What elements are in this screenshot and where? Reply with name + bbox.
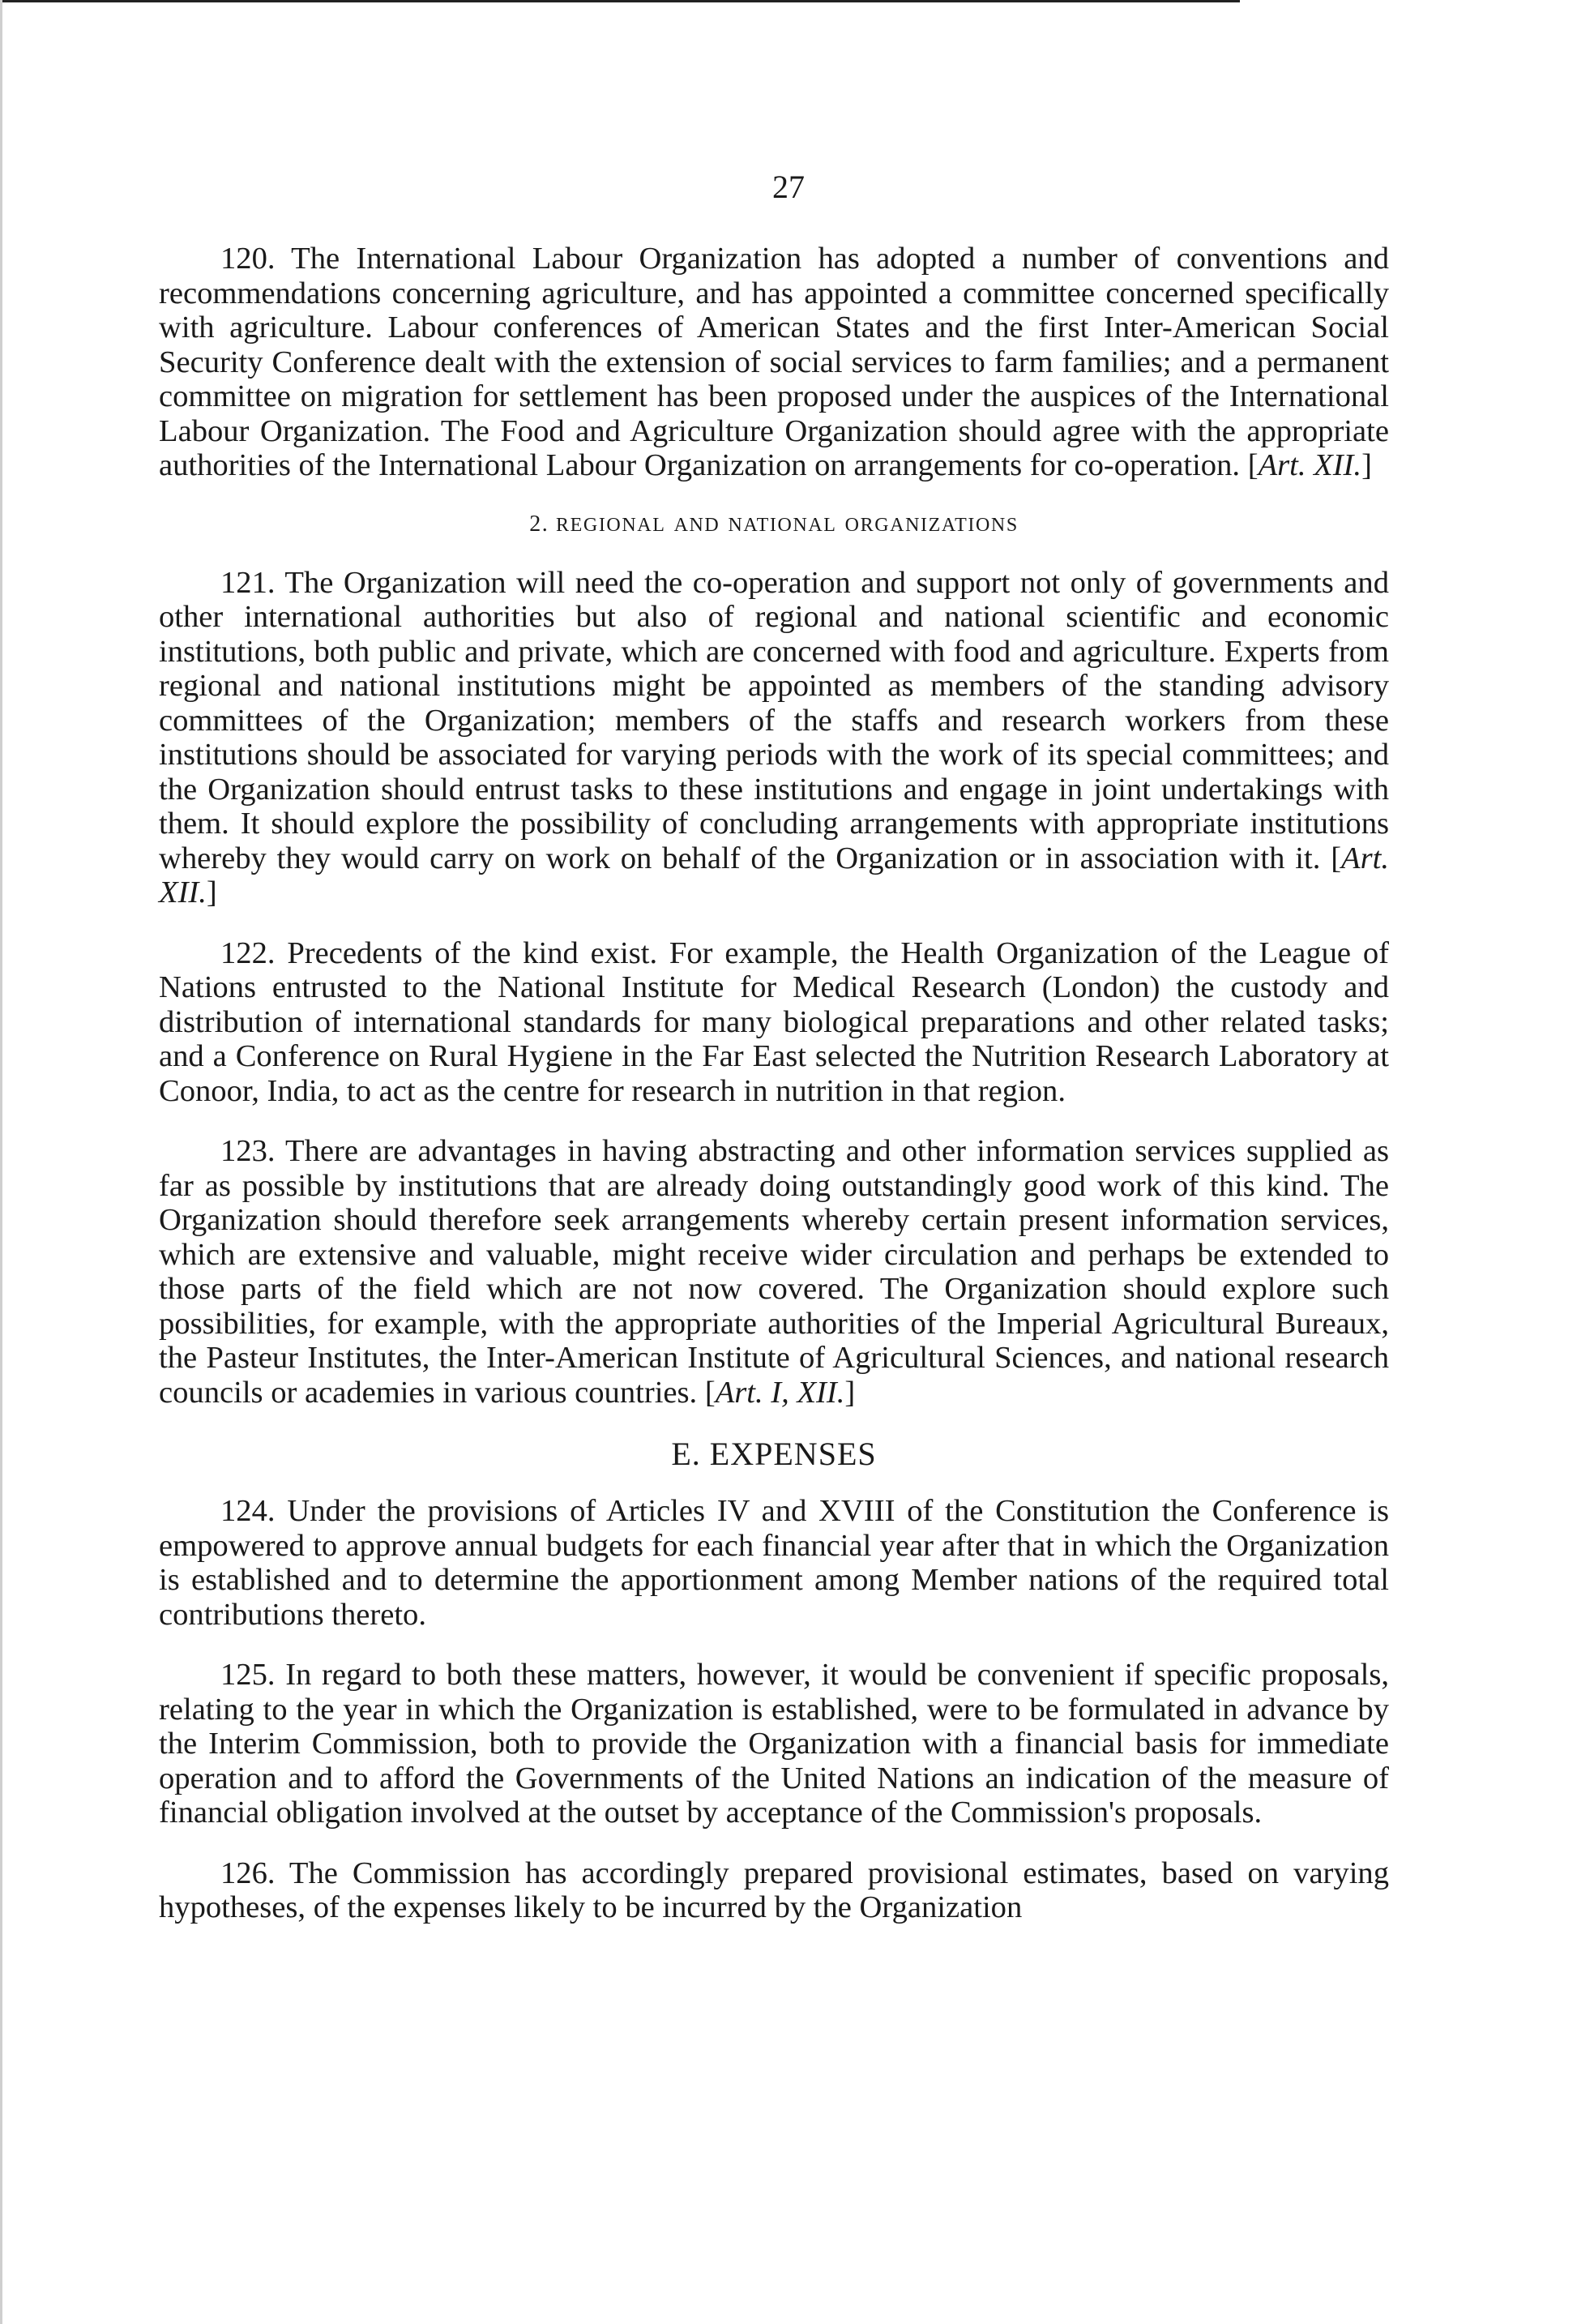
paragraph-text: In regard to both these matters, however, it would be convenient if specific proposals, relating to the year in which the Organization is established, were to be formulated in advance by the Interim Commission, both to provide the Organization with a financial basis for immediate operation and to afford the Governments of the United Nations an indication of the measure of financial obligation involved at the outset by acceptance of the Commission's proposals.: [159, 1658, 1389, 1830]
page-body: [159, 242, 1389, 1951]
paragraph-number: 121.: [220, 565, 276, 600]
paragraph-number: 124.: [220, 1494, 276, 1528]
top-border-rule: [0, 0, 1240, 2]
paragraph-126: [159, 1856, 1389, 1925]
paragraph-number: 126.: [220, 1855, 276, 1890]
paragraph-number: 125.: [220, 1658, 276, 1692]
article-reference: [705, 1376, 855, 1410]
ref-article: Art. XII.: [159, 841, 1389, 909]
paragraph-text: Under the provisions of Articles IV and XVIII of the Constitution the Conference is empowered to approve annual budgets for each financial year after that in which the Organization is established and to determine the apportionment among Member nations of the required total contributions thereto.: [159, 1494, 1389, 1632]
paragraph-123: [159, 1134, 1389, 1410]
paragraph-text: The Commission has accordingly prepared provisional estimates, based on varying hypotheses, of the expenses likely to be incurred by the Organization: [159, 1855, 1389, 1924]
paragraph-text: The International Labour Organization has adopted a number of conventions and recommendations concerning agriculture, and has appointed a committee concerned specifically with agriculture. Labour conferences of American States and the first Inter-American Social Security Conference dealt with the extension of social services to farm families; and a permanent committee on migration for settlement has been proposed under the auspices of the International Labour Organization. The Food and Agriculture Organization should agree with the appropriate authorities of the International Labour Organization on arrangements for co-operation.: [159, 242, 1389, 482]
paragraph-120: [159, 242, 1389, 483]
ref-close-bracket: ]: [1361, 448, 1372, 482]
paragraph-122: [159, 936, 1389, 1109]
subheading-title: regional and national organizations: [556, 507, 1019, 537]
paragraph-text: Precedents of the kind exist. For example, the Health Organization of the League of Nations entrusted to the National Institute for Medical Research (London) the custody and distribution of international standards for many biological preparations and other related tasks; and a Conference on Rural Hygiene in the Far East selected the Nutrition Research Laboratory at Conoor, India, to act as the centre for research in nutrition in that region.: [159, 935, 1389, 1108]
ref-open-bracket: [: [1247, 448, 1259, 482]
paragraph-125: [159, 1658, 1389, 1830]
ref-open-bracket: [: [1331, 841, 1342, 875]
paragraph-text: The Organization will need the co-operation and support not only of governments and other international authorities but also of regional and national scientific and economic institutions, both public and private, which are concerned with food and agriculture. Experts from regional and national institutions might be appointed as members of the standing advisory committees of the Organization; members of the staffs and research workers from these institutions should be associated for varying periods with the work of its special committees; and the Organization should entrust tasks to these institutions and engage in joint undertakings with them. It should explore the possibility of concluding arrangements with appropriate institutions whereby they would carry on work on behalf of the Organization or in association with it.: [159, 565, 1389, 875]
left-page-edge: [0, 0, 2, 2324]
paragraph-number: 120.: [220, 242, 276, 276]
ref-close-bracket: ]: [844, 1375, 856, 1410]
page-number: 27: [772, 169, 805, 205]
ref-article: Art. XII.: [1258, 448, 1362, 482]
paragraph-124: [159, 1494, 1389, 1632]
paragraph-text: There are advantages in having abstracting and other information services supplied as far as possible by institutions that are already doing outstandingly good work of this kind. The Organization should therefore seek arrangements whereby certain present information services, which are extensive and valuable, might receive wider circulation and perhaps be extended to those parts of the field which are not now covered. The Organization should explore such possibilities, for example, with the appropriate authorities of the Imperial Agricultural Bureaux, the Pasteur Institutes, the Inter-American Institute of Agricultural Sciences, and national research councils or academies in various countries.: [159, 1134, 1389, 1410]
subheading-number: 2.: [529, 511, 549, 537]
subheading-regional: [159, 509, 1389, 538]
paragraph-number: 123.: [220, 1134, 276, 1168]
ref-article: Art. I, XII.: [715, 1375, 845, 1410]
ref-open-bracket: [: [704, 1375, 716, 1410]
paragraph-number: 122.: [220, 935, 276, 970]
article-reference: [1248, 448, 1372, 482]
paragraph-121: [159, 566, 1389, 910]
ref-close-bracket: ]: [206, 875, 217, 909]
section-heading-expenses: E. EXPENSES: [671, 1436, 877, 1472]
